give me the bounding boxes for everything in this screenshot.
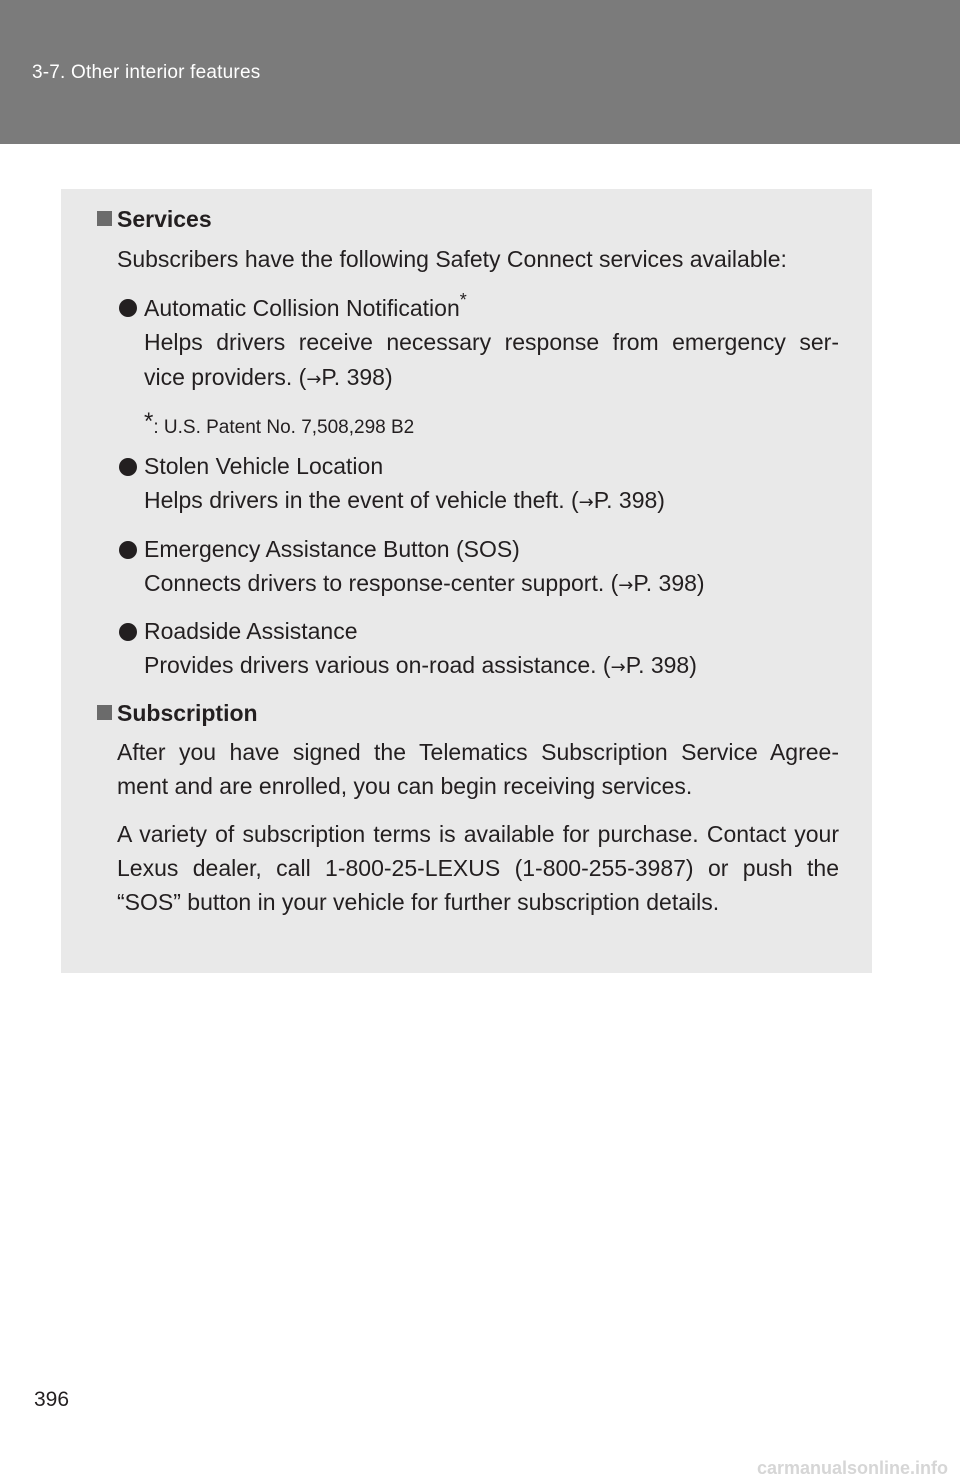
- circle-bullet-icon: [119, 299, 137, 317]
- page-reference: P. 398): [625, 652, 697, 678]
- patent-footnote: *: U.S. Patent No. 7,508,298 B2: [144, 408, 415, 438]
- service-desc-collision-line2: vice providers. (→P. 398): [144, 364, 393, 390]
- circle-bullet-icon: [119, 541, 137, 559]
- subscription-para1-line2: ment and are enrolled, you can begin receiving services.: [117, 773, 693, 799]
- page-reference: P. 398): [633, 570, 705, 596]
- service-desc-stolen: Helps drivers in the event of vehicle theft. (→P. 398): [144, 487, 665, 513]
- circle-bullet-icon: [119, 458, 137, 476]
- services-heading: Services: [117, 206, 212, 232]
- service-title-stolen: Stolen Vehicle Location: [144, 453, 384, 479]
- subscription-para2: A variety of subscription terms is available for purchase. Contact your Lexus dealer, call 1-800-25-LEXUS (1-800-255-3987) or push the “SOS” button in your vehicle for further subscription details.: [117, 821, 839, 915]
- arrow-right-icon: →: [618, 575, 634, 596]
- square-bullet-icon: [97, 705, 112, 720]
- page-number: 396: [34, 1388, 70, 1411]
- arrow-right-icon: →: [610, 657, 626, 678]
- subscription-para1-line1: After you have signed the Telematics Subscription Service Agree-: [117, 739, 839, 765]
- arrow-right-icon: →: [578, 492, 594, 513]
- page-reference: P. 398): [593, 487, 665, 513]
- service-title-sos: Emergency Assistance Button (SOS): [144, 536, 520, 562]
- service-title-roadside: Roadside Assistance: [144, 618, 358, 644]
- service-desc-roadside: Provides drivers various on-road assistance. (→P. 398): [144, 652, 697, 678]
- square-bullet-icon: [97, 211, 112, 226]
- service-title-collision: Automatic Collision Notification*: [144, 290, 467, 321]
- section-title: 3-7. Other interior features: [32, 62, 261, 83]
- services-intro: Subscribers have the following Safety Connect services available:: [117, 246, 787, 272]
- subscription-heading: Subscription: [117, 700, 258, 726]
- service-desc-collision-line1: Helps drivers receive necessary response from emergency ser-: [144, 329, 839, 355]
- page-header: [0, 0, 960, 144]
- arrow-right-icon: →: [306, 369, 322, 390]
- circle-bullet-icon: [119, 623, 137, 641]
- page-reference: P. 398): [321, 364, 393, 390]
- watermark: carmanualsonline.info: [756, 1458, 948, 1478]
- service-desc-sos: Connects drivers to response-center support. (→P. 398): [144, 570, 705, 596]
